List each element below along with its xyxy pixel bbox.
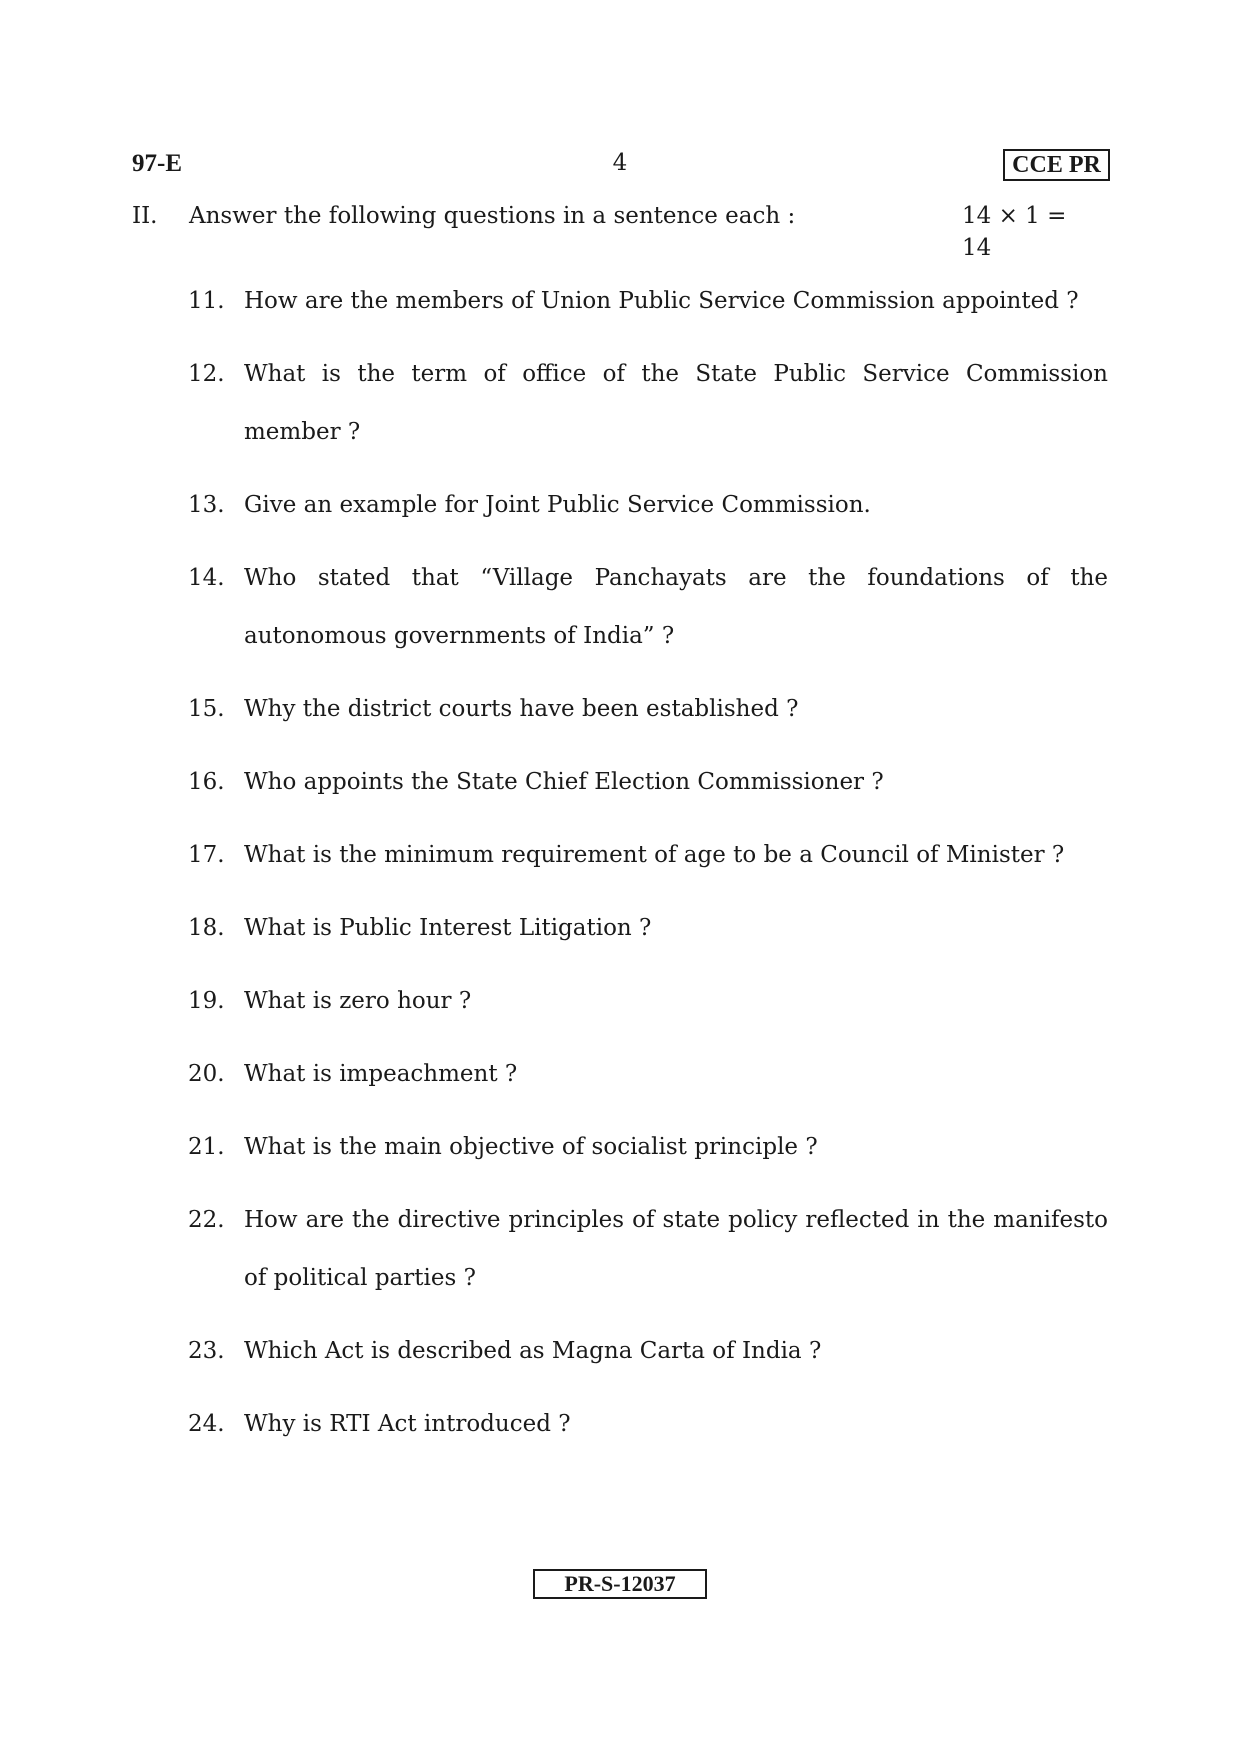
question-number: 11. (188, 288, 225, 314)
syllabus-label-box: CCE PR (1003, 149, 1110, 181)
question-number: 18. (188, 915, 225, 941)
question-text: What is impeachment ? (244, 1061, 518, 1087)
question-item (188, 1191, 1108, 1307)
question-item (188, 826, 1108, 884)
paper-code: 97-E (132, 150, 182, 177)
question-item (188, 1322, 1108, 1380)
question-number: 12. (188, 361, 225, 387)
question-text: Who stated that “Village Panchayats are the foundations of the autonomous governments of India” ? (244, 565, 1108, 649)
question-item (188, 549, 1108, 665)
question-number: 21. (188, 1134, 225, 1160)
question-number: 17. (188, 842, 225, 868)
question-text: What is the term of office of the State Public Service Commission member ? (244, 361, 1108, 445)
page-number: 4 (612, 150, 628, 176)
question-item (188, 1118, 1108, 1176)
question-text: How are the members of Union Public Service Commission appointed ? (244, 288, 1079, 314)
section-heading (132, 200, 1102, 261)
question-number: 22. (188, 1207, 225, 1233)
section-number: II. (132, 203, 158, 229)
question-item (188, 1395, 1108, 1453)
question-number: 13. (188, 492, 225, 518)
footer-paper-code: PR-S-12037 (533, 1569, 707, 1599)
question-text: Why is RTI Act introduced ? (244, 1411, 571, 1437)
question-text: What is zero hour ? (244, 988, 472, 1014)
question-number: 16. (188, 769, 225, 795)
question-text: Which Act is described as Magna Carta of India ? (244, 1338, 822, 1364)
question-text: Who appoints the State Chief Election Commissioner ? (244, 769, 884, 795)
question-text: What is Public Interest Litigation ? (244, 915, 652, 941)
question-number: 15. (188, 696, 225, 722)
question-list (188, 272, 1108, 1468)
question-item (188, 1045, 1108, 1103)
question-item (188, 272, 1108, 330)
question-text: How are the directive principles of state policy reflected in the manifesto of political parties ? (244, 1207, 1108, 1291)
question-text: What is the minimum requirement of age to be a Council of Minister ? (244, 842, 1065, 868)
section-marks: 14 × 1 = 14 (962, 203, 1067, 261)
question-item (188, 345, 1108, 461)
section-instruction: Answer the following questions in a sentence each : (189, 203, 796, 229)
question-number: 19. (188, 988, 225, 1014)
question-text: What is the main objective of socialist principle ? (244, 1134, 818, 1160)
question-number: 23. (188, 1338, 225, 1364)
question-item (188, 680, 1108, 738)
question-item (188, 476, 1108, 534)
question-text: Why the district courts have been established ? (244, 696, 799, 722)
question-text: Give an example for Joint Public Service Commission. (244, 492, 871, 518)
question-item (188, 899, 1108, 957)
question-number: 14. (188, 565, 225, 591)
question-number: 20. (188, 1061, 225, 1087)
question-number: 24. (188, 1411, 225, 1437)
question-item (188, 753, 1108, 811)
question-item (188, 972, 1108, 1030)
